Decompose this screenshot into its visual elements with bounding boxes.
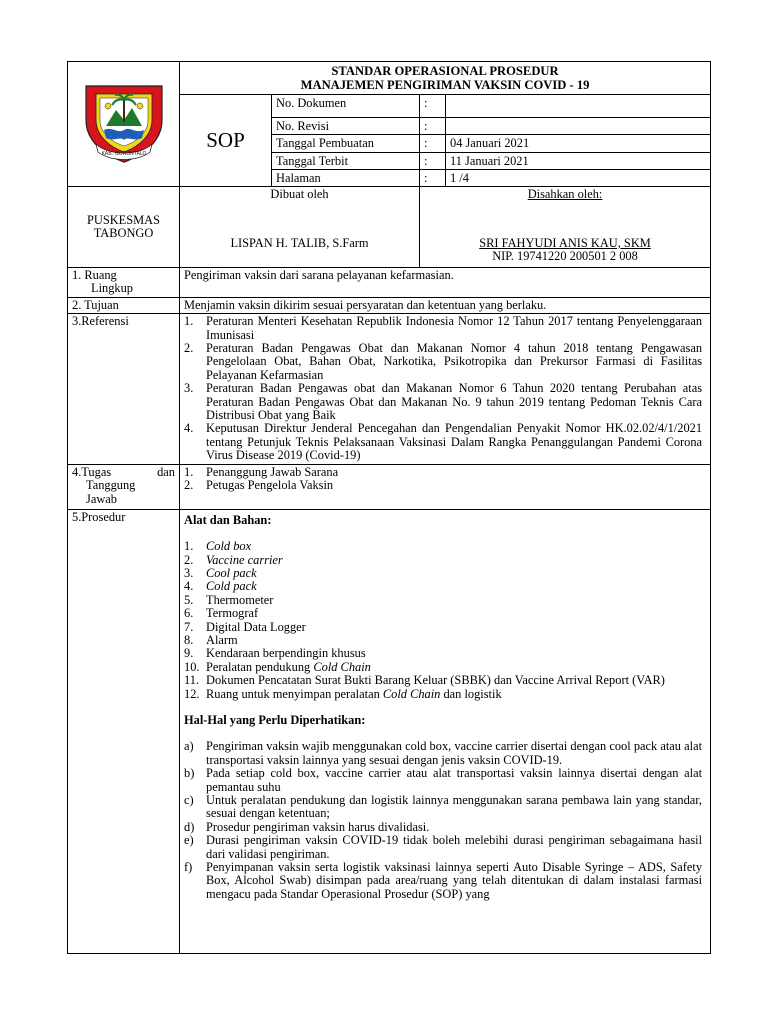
organization-name	[68, 187, 180, 268]
regency-logo-cell	[68, 62, 180, 187]
item-text: Peraturan Badan Pengawas Obat dan Makanan Nomor 4 tahun 2018 tentang Pengawasan Pengelolaan Obat, Bahan Obat, Narkotika, Psikotropika dan Prekursor Farmasi di Fasilitas Pelayanan Kefarmasian	[206, 341, 703, 382]
item-text: Keputusan Direktur Jenderal Pencegahan dan Pengendalian Penyakit Nomor HK.02.02/4/1/2021 tentang Petunjuk Teknis Pelaksanaan Vaksinasi Dalam Rangka Penanggulangan Pandemi Corona Virus Disease 2019 (Covid-19)	[206, 421, 703, 463]
made-by-label: Dibuat oleh	[270, 187, 329, 201]
meta-sep: :	[420, 135, 446, 152]
item-number: 1.	[184, 314, 194, 329]
list-item	[184, 607, 702, 620]
list-item	[184, 466, 706, 479]
item-text: Penyimpanan vaksin serta logistik vaksinasi lainnya seperti Auto Disable Syringe – ADS, Safety Box, Alcohol Swab) disimpan pada area/ruang yang telah ditentukan di dalam instalasi farmasi mengacu pada Standar Operasional Prosedur (SOP) yang	[206, 860, 703, 901]
list-item	[184, 382, 702, 422]
tujuan-text: Menjamin vaksin dikirim sesuai persyaratan dan ketentuan yang berlaku.	[180, 297, 711, 313]
label-line: 4.Tugas	[72, 464, 112, 479]
ruang-lingkup-label	[68, 268, 180, 298]
item-text: Peraturan Menteri Kesehatan Republik Indonesia Nomor 12 Tahun 2017 tentang Penyelenggaraan Imunisasi	[206, 314, 703, 342]
label-line: dan	[157, 464, 175, 479]
list-item	[184, 674, 702, 687]
item-text: Kendaraan berpendingin khusus	[206, 646, 366, 661]
item-number: 8.	[184, 632, 194, 647]
item-text: Penanggung Jawab Sarana	[206, 464, 339, 479]
meta-sep: :	[420, 152, 446, 169]
list-item	[184, 580, 702, 593]
list-item	[184, 661, 702, 674]
item-number: 5.	[184, 592, 194, 607]
item-text: Vaccine carrier	[206, 552, 283, 567]
item-number: b)	[184, 766, 195, 781]
list-item	[184, 315, 702, 342]
item-number: 6.	[184, 606, 194, 621]
made-by-name: LISPAN H. TALIB, S.Farm	[230, 236, 369, 250]
meta-value: 11 Januari 2021	[446, 152, 711, 169]
list-item	[184, 554, 702, 567]
meta-sep: :	[420, 118, 446, 135]
prosedur-label: 5.Prosedur	[68, 509, 180, 953]
item-text	[206, 688, 702, 701]
item-text: Cool pack	[206, 565, 257, 580]
list-item	[184, 479, 706, 492]
item-number: 4.	[184, 579, 194, 594]
ruang-lingkup-text: Pengiriman vaksin dari sarana pelayanan kefarmasian.	[180, 268, 711, 298]
item-text: Petugas Pengelola Vaksin	[206, 478, 334, 493]
item-number: 10.	[184, 659, 200, 674]
item-number: f)	[184, 860, 193, 875]
svg-text:KAB. GORONTALO: KAB. GORONTALO	[101, 151, 146, 158]
label-line: Jawab	[86, 491, 117, 506]
item-text-italic: Cold Chain	[382, 686, 441, 701]
list-item	[184, 594, 702, 607]
meta-label: No. Dokumen	[272, 95, 420, 118]
item-text: Pada setiap cold box, vaccine carrier atau alat transportasi vaksin lainnya disertai dengan alat pemantau suhu	[206, 766, 703, 794]
list-item	[184, 422, 702, 462]
alat-heading: Alat dan Bahan:	[184, 512, 272, 527]
sop-label: SOP	[180, 95, 272, 187]
list-item	[184, 834, 702, 861]
meta-sep: :	[420, 95, 446, 118]
meta-value: 04 Januari 2021	[446, 135, 711, 152]
item-number: 2.	[184, 552, 194, 567]
item-text: Pengiriman vaksin wajib menggunakan cold box, vaccine carrier disertai dengan cool pack atau alat transportasi vaksin lainnya yang sesuai dengan jenis vaksin COVID-19.	[206, 739, 703, 767]
item-text: Alarm	[206, 632, 238, 647]
title-line-2: MANAJEMEN PENGIRIMAN VAKSIN COVID - 19	[300, 78, 590, 92]
meta-value	[446, 95, 711, 118]
prosedur-content	[180, 509, 711, 953]
hal-heading: Hal-Hal yang Perlu Diperhatikan:	[184, 712, 366, 727]
tujuan-label: 2. Tujuan	[68, 297, 180, 313]
item-text: Peraturan Badan Pengawas obat dan Makanan Nomor 6 Tahun 2020 tentang Perubahan atas Peraturan Badan Pengawas Obat dan Makanan No. 9 tahun 2019 tentang Pedoman Teknis Cara Distribusi Obat yang Baik	[206, 381, 703, 423]
meta-value: 1 /4	[446, 169, 711, 186]
item-text-part: Peralatan pendukung	[206, 659, 314, 674]
list-item	[184, 688, 702, 701]
list-item	[184, 342, 702, 382]
referensi-label: 3.Referensi	[68, 314, 180, 464]
item-text-part: Ruang untuk menyimpan peralatan	[206, 686, 383, 701]
item-number: 1.	[184, 464, 194, 479]
regency-emblem-icon	[78, 80, 170, 164]
org-line-2: TABONGO	[93, 226, 154, 240]
sop-document	[67, 61, 710, 961]
item-number: 4.	[184, 421, 194, 436]
item-number: 3.	[184, 565, 194, 580]
list-item	[184, 794, 702, 821]
meta-value	[446, 118, 711, 135]
list-item	[184, 740, 702, 767]
item-text: Dokumen Pencatatan Surat Bukti Barang Keluar (SBBK) dan Vaccine Arrival Report (VAR)	[206, 673, 665, 688]
item-number: a)	[184, 739, 194, 754]
tugas-list	[180, 464, 711, 509]
item-text: Durasi pengiriman vaksin COVID-19 tidak boleh melebihi durasi pengiriman sebagaimana hasil dari validasi pengiriman.	[206, 833, 703, 861]
list-item	[184, 634, 702, 647]
meta-label: Halaman	[272, 169, 420, 186]
item-text-part: dan logistik	[440, 686, 502, 701]
meta-label: Tanggal Pembuatan	[272, 135, 420, 152]
item-number: 7.	[184, 619, 194, 634]
item-number: 11.	[184, 673, 200, 688]
item-number: e)	[184, 833, 194, 848]
title-line-1: STANDAR OPERASIONAL PROSEDUR	[331, 64, 559, 78]
list-item	[184, 621, 702, 634]
list-item	[184, 647, 702, 660]
item-text: Digital Data Logger	[206, 619, 306, 634]
list-item	[184, 767, 702, 794]
approved-by-label: Disahkan oleh:	[527, 187, 603, 201]
list-item	[184, 567, 702, 580]
document-title	[180, 62, 711, 95]
referensi-list	[180, 314, 711, 464]
item-number: 3.	[184, 381, 194, 396]
label-line: Tanggung	[86, 478, 136, 493]
meta-sep: :	[420, 169, 446, 186]
item-number: 12.	[184, 686, 200, 701]
item-text: Thermometer	[206, 592, 274, 607]
item-text: Cold box	[206, 539, 252, 554]
label-line: 1. Ruang	[72, 268, 117, 282]
item-number: 9.	[184, 646, 194, 661]
org-line-1: PUSKESMAS	[87, 212, 160, 227]
item-number: 2.	[184, 478, 194, 493]
label-line: Lingkup	[91, 281, 133, 296]
tugas-label	[68, 464, 180, 509]
list-item	[184, 821, 702, 834]
item-text: Prosedur pengiriman vaksin harus divalidasi.	[206, 819, 430, 834]
item-text: Untuk peralatan pendukung dan logistik lainnya menggunakan sarana pembawa lain yang standar, sesuai dengan ketentuan;	[206, 793, 703, 821]
item-number: 1.	[184, 539, 194, 554]
sop-table	[67, 61, 711, 954]
approved-by-cell	[420, 187, 711, 268]
item-text-italic: Cold Chain	[313, 659, 371, 674]
made-by-cell	[180, 187, 420, 268]
list-item	[184, 861, 702, 901]
item-number: d)	[184, 819, 195, 834]
approved-by-name: SRI FAHYUDI ANIS KAU, SKM	[479, 236, 651, 250]
item-text: Termograf	[206, 606, 259, 621]
item-number: 2.	[184, 341, 194, 356]
item-number: c)	[184, 793, 194, 807]
meta-label: Tanggal Terbit	[272, 152, 420, 169]
item-text	[206, 661, 702, 674]
approved-by-nip: NIP. 19741220 200501 2 008	[492, 249, 638, 264]
meta-label: No. Revisi	[272, 118, 420, 135]
item-text: Cold pack	[206, 579, 257, 594]
list-item	[184, 540, 702, 553]
